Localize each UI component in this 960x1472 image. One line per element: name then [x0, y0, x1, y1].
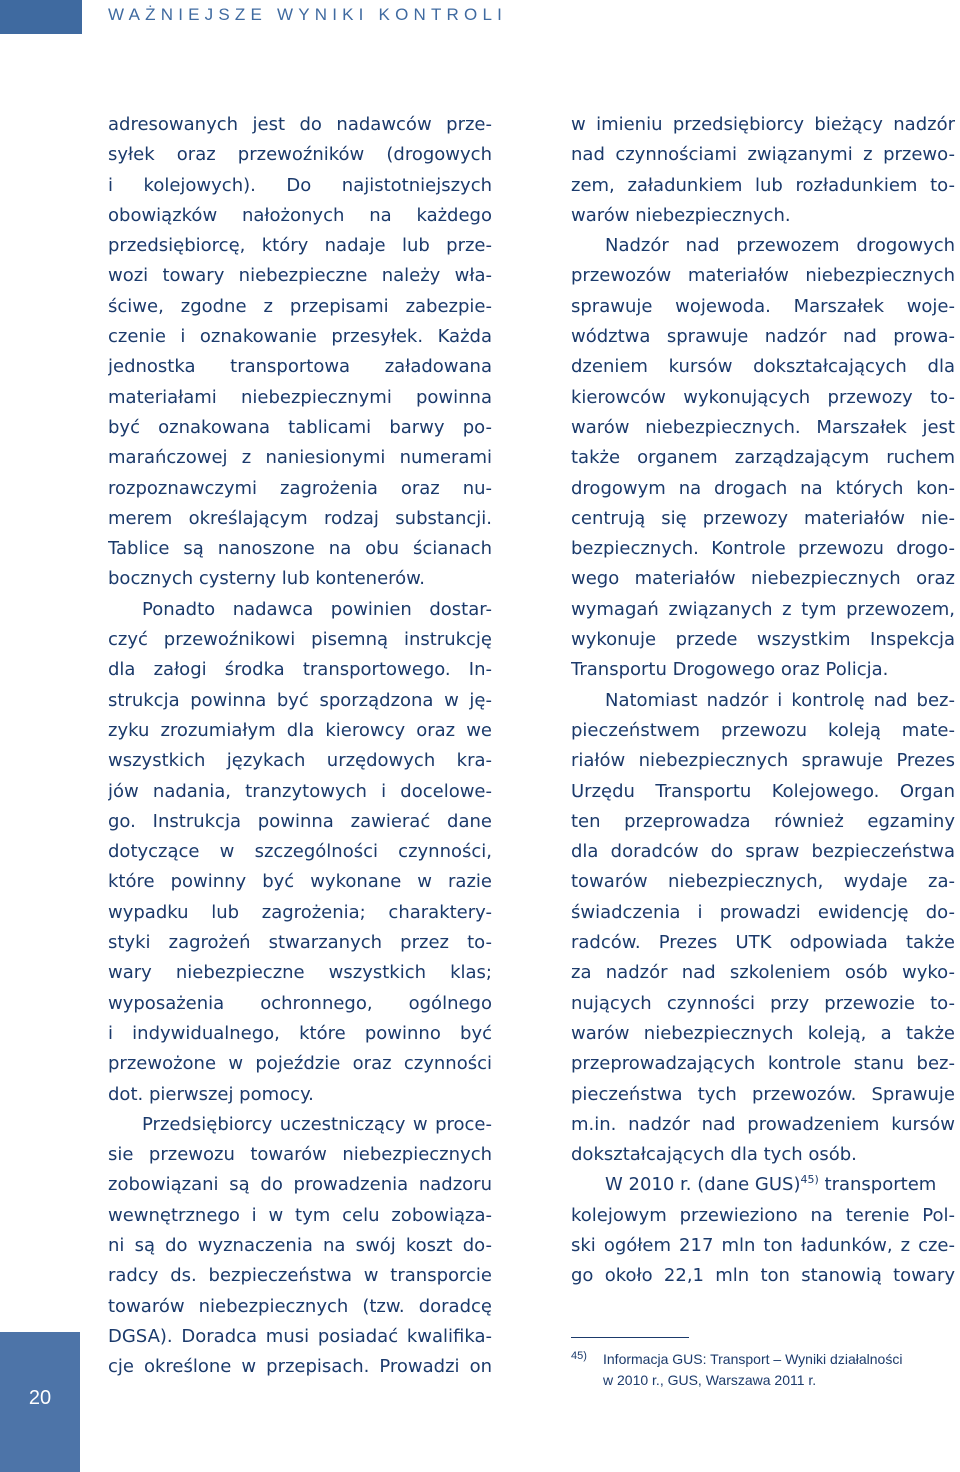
- text-line: warów niebezpiecznych. Marszałek jest: [571, 416, 955, 438]
- text-line: go około 22,1 mln ton stanowią towary: [571, 1265, 955, 1287]
- text-line: kierowców wykonujących przewozy to-: [571, 386, 955, 408]
- text-line: nad czynnościami związanymi z przewo-: [571, 144, 955, 166]
- text-line: drogowym na drogach na których kon-: [571, 477, 955, 499]
- text-line: radców. Prezes UTK odpowiada także: [571, 932, 955, 954]
- header-color-block: [0, 0, 82, 34]
- text-line: wego materiałów niebezpiecznych oraz: [571, 568, 955, 590]
- text-line: Tablice są nanoszone na obu ścianach: [108, 538, 492, 560]
- text-line: warów niebezpiecznych koleją, a także: [571, 1022, 955, 1044]
- text-line: za nadzór nad szkoleniem osób wyko-: [571, 962, 955, 984]
- text-line: ni są do wyznaczenia na swój koszt do-: [108, 1234, 492, 1256]
- text-line: ski ogółem 217 mln ton ładunków, z cze-: [571, 1234, 955, 1256]
- text-line: ten przeprowadza również egzaminy: [571, 810, 955, 832]
- text-line: radcy ds. bezpieczeństwa w transporcie: [108, 1265, 492, 1287]
- page-header: [0, 0, 960, 34]
- text-line: wozi towary niebezpieczne należy wła-: [108, 265, 492, 287]
- text-line: dot. pierwszej pomocy.: [108, 1083, 314, 1105]
- text-line: jednostka transportowa załadowana: [108, 356, 492, 378]
- text-line: wództwa sprawuje nadzór nad prowa-: [571, 326, 955, 348]
- text-line: przedsiębiorcę, który nadaje lub prze-: [108, 235, 492, 257]
- text-line: go. Instrukcja powinna zawierać dane: [108, 810, 492, 832]
- text-line: wyposażenia ochronnego, ogólnego: [108, 992, 492, 1014]
- text-line: dla doradców do spraw bezpieczeństwa: [571, 841, 955, 863]
- text-fragment: W 2010 r. (dane GUS): [605, 1174, 801, 1196]
- text-line: bezpiecznych. Kontrole przewozu drogo-: [571, 538, 955, 560]
- text-line: Nadzór nad przewozem drogowych: [605, 235, 955, 257]
- text-line: świadczenia i prowadzi ewidencję do-: [571, 901, 955, 923]
- text-line: sprawuje wojewoda. Marszałek woje-: [571, 295, 955, 317]
- text-line: które powinny być wykonane w razie: [108, 871, 492, 893]
- text-line: Transportu Drogowego oraz Policja.: [571, 659, 889, 681]
- left-text-column: [108, 110, 492, 1382]
- page-number: 20: [28, 1387, 52, 1409]
- footnote-text: [603, 1349, 955, 1391]
- text-line: wszystkich językach urzędowych kra-: [108, 750, 492, 772]
- text-line: pieczeństwa tych przewozów. Sprawuje: [571, 1083, 955, 1105]
- text-line: wykonuje przede wszystkim Inspekcja: [571, 629, 955, 651]
- text-line: dokształcających dla tych osób.: [571, 1144, 857, 1166]
- text-line: towarów niebezpiecznych, wydaje za-: [571, 871, 955, 893]
- text-line: jów nadania, tranzytowych i docelowe-: [108, 780, 492, 802]
- text-line: syłek oraz przewoźników (drogowych: [108, 144, 492, 166]
- text-line: materiałami niebezpiecznymi powinna: [108, 386, 492, 408]
- text-line: dzeniem kursów dokształcających dla: [571, 356, 955, 378]
- text-line: i kolejowych). Do najistotniejszych: [108, 174, 492, 196]
- text-line: przewozów materiałów niebezpiecznych: [571, 265, 955, 287]
- text-line: styki zagrożeń stwarzanych przez to-: [108, 932, 492, 954]
- text-line: czenie i oznakowanie przesyłek. Każda: [108, 326, 492, 348]
- text-line: rozpoznawczymi zagrożenia oraz nu-: [108, 477, 492, 499]
- text-line: w imieniu przedsiębiorcy bieżący nadzór: [571, 114, 955, 135]
- footnote-mark: 45): [571, 1350, 587, 1362]
- text-line: przewożone w pojeździe oraz czynności: [108, 1053, 492, 1075]
- text-line: Ponadto nadawca powinien dostar-: [142, 598, 492, 620]
- text-line: wymagań związanych z tym przewozem,: [571, 598, 955, 620]
- text-line: m.in. nadzór nad prowadzeniem kursów: [571, 1113, 955, 1135]
- text-line: nujących czynności przy przewozie to-: [571, 992, 955, 1014]
- text-line: zyku zrozumiałym dla kierowcy oraz we: [108, 719, 492, 741]
- footnote-ref[interactable]: 45): [800, 1173, 819, 1187]
- footnote-separator: [571, 1337, 689, 1338]
- text-line: pieczeństwem przewozu koleją mate-: [571, 719, 955, 741]
- text-line: wewnętrznego i w tym celu zobowiąza-: [108, 1204, 492, 1226]
- text-line: cje określone w przepisach. Prowadzi on: [108, 1356, 492, 1378]
- text-line: zobowiązani są do prowadzenia nadzoru: [108, 1174, 492, 1196]
- text-line: przeprowadzających kontrole stanu bez-: [571, 1053, 955, 1075]
- text-line: i indywidualnego, które powinno być: [108, 1022, 492, 1044]
- text-line: towarów niebezpiecznych (tzw. doradcę: [108, 1295, 492, 1317]
- right-text-column: [571, 110, 955, 1292]
- text-line: sie przewozu towarów niebezpiecznych: [108, 1144, 492, 1166]
- text-line: riałów niebezpiecznych sprawuje Prezes: [571, 750, 955, 772]
- text-line: warów niebezpiecznych.: [571, 204, 791, 226]
- text-line: wypadku lub zagrożenia; charaktery-: [108, 901, 492, 923]
- text-line: ściwe, zgodne z przepisami zabezpie-: [108, 295, 492, 317]
- text-line: kolejowym przewieziono na terenie Pol-: [571, 1204, 955, 1226]
- text-line: Urzędu Transportu Kolejowego. Organ: [571, 780, 955, 802]
- text-line: być oznakowana tablicami barwy po-: [108, 416, 492, 438]
- text-line: centrują się przewozy materiałów nie-: [571, 507, 955, 529]
- text-line: Natomiast nadzór i kontrolę nad bez-: [605, 689, 955, 711]
- text-line: marańczowej z naniesionymi numerami: [108, 447, 492, 469]
- text-line: strukcja powinna być sporządzona w ję-: [108, 689, 492, 711]
- text-line: adresowanych jest do nadawców prze-: [108, 114, 492, 135]
- text-line: merem określającym rodzaj substancji.: [108, 507, 492, 529]
- text-line-with-footnote-ref: [571, 1170, 955, 1200]
- text-line: DGSA). Doradca musi posiadać kwalifika-: [108, 1325, 492, 1347]
- text-line: zem, załadunkiem lub rozładunkiem to-: [571, 174, 955, 196]
- text-line: także organem zarządzającym ruchem: [571, 447, 955, 469]
- text-line: Przedsiębiorcy uczestniczący w proce-: [142, 1113, 492, 1135]
- text-fragment: transportem: [818, 1174, 937, 1196]
- text-line: wary niebezpieczne wszystkich klas;: [108, 962, 492, 984]
- text-line: bocznych cysterny lub kontenerów.: [108, 568, 425, 590]
- text-line: obowiązków nałożonych na każdego: [108, 204, 492, 226]
- text-line: czyć przewoźnikowi pisemną instrukcję: [108, 629, 492, 651]
- header-title: WAŻNIEJSZE WYNIKI KONTROLI: [108, 5, 508, 24]
- footnote-line: Informacja GUS: Transport – Wyniki działalności: [603, 1351, 903, 1367]
- text-line: dotyczące w szczególności czynności,: [108, 841, 492, 863]
- text-line: dla załogi środka transportowego. In-: [108, 659, 492, 681]
- footnote-line: w 2010 r., GUS, Warszawa 2011 r.: [603, 1372, 817, 1388]
